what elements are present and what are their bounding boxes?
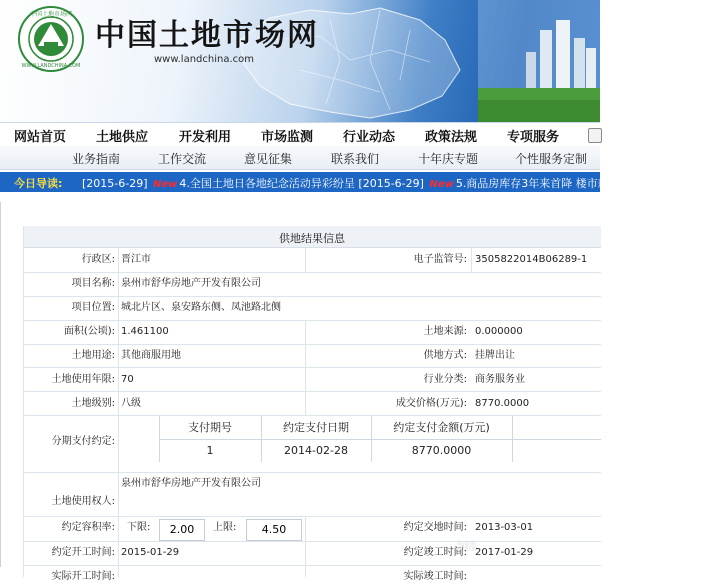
nav-development[interactable]: 开发利用 xyxy=(179,130,232,145)
price-label: 成交价格(万元): xyxy=(395,398,467,409)
nav-home[interactable]: 网站首页 xyxy=(14,130,67,145)
handover-value: 2013-03-01 xyxy=(475,522,534,533)
new-badge: New xyxy=(429,179,454,190)
content-frame xyxy=(0,202,600,582)
city-skyline-graphic xyxy=(478,0,600,122)
project-name-value: 泉州市舒华房地产开发有限公司 xyxy=(121,278,261,289)
ticker-date: [2015-6-29] xyxy=(82,177,148,190)
svg-text:WWW.LANDCHINA.COM: WWW.LANDCHINA.COM xyxy=(21,63,81,69)
location-value: 城北片区、泉安路东侧、凤池路北侧 xyxy=(121,302,281,313)
subnav-feedback[interactable]: 意见征集 xyxy=(244,152,293,166)
price-value: 8770.0000 xyxy=(475,398,530,409)
col-divider xyxy=(471,248,472,272)
industry-value: 商务服务业 xyxy=(475,374,525,385)
header-banner xyxy=(0,0,600,122)
nav-land-supply[interactable]: 土地供应 xyxy=(96,130,149,145)
ticker-label: 今日导读: xyxy=(14,177,63,190)
handover-label: 约定交地时间: xyxy=(403,522,467,533)
far-upper-value: 4.50 xyxy=(246,519,302,541)
years-label: 土地使用年限: xyxy=(51,374,115,385)
watermark: 365 xyxy=(456,540,477,553)
far-lower-value: 2.00 xyxy=(159,519,205,541)
use-label: 土地用途: xyxy=(71,350,115,361)
ticker-track xyxy=(82,175,711,191)
row-divider xyxy=(23,541,601,542)
record-title-row xyxy=(23,226,601,248)
installment-cell-amount: 8770.0000 xyxy=(411,444,472,457)
actual-start-label: 实际开工时间: xyxy=(51,571,115,582)
col-divider xyxy=(512,416,513,462)
site-url[interactable]: www.landchina.com xyxy=(154,54,255,65)
project-name-label: 项目名称: xyxy=(71,278,115,289)
row-divider xyxy=(23,391,601,392)
use-value: 其他商服用地 xyxy=(121,350,181,361)
supervision-value: 3505822014B06289-1 xyxy=(475,254,588,265)
industry-label: 行业分类: xyxy=(423,374,467,385)
far-lower-label: 下限: xyxy=(127,522,151,533)
installment-cell-period: 1 xyxy=(206,444,214,457)
col-divider xyxy=(305,516,306,577)
ticker-headline[interactable]: 4.全国土地日各地纪念活动异彩纷呈 xyxy=(179,177,355,190)
nav-policy[interactable]: 政策法规 xyxy=(425,130,478,145)
row-divider xyxy=(23,344,601,345)
col-divider xyxy=(305,248,306,272)
land-user-label: 土地使用权人: xyxy=(51,496,115,507)
supervision-label: 电子监管号: xyxy=(413,254,467,265)
content-area xyxy=(0,192,600,582)
start-label: 约定开工时间: xyxy=(51,547,115,558)
source-value: 0.000000 xyxy=(475,326,523,337)
far-upper-label: 上限: xyxy=(213,522,237,533)
installment-header-period: 支付期号 xyxy=(188,421,232,434)
row-divider xyxy=(23,320,601,321)
row-divider xyxy=(23,565,601,566)
location-label: 项目位置: xyxy=(71,302,115,313)
nav-industry-news[interactable]: 行业动态 xyxy=(343,130,396,145)
site-title: 中国土地市场网 xyxy=(95,18,319,53)
finish-label: 约定竣工时间: xyxy=(403,547,467,558)
row-divider xyxy=(23,472,601,473)
row-divider xyxy=(23,367,601,368)
nav-special-services[interactable]: 专项服务 xyxy=(507,130,560,145)
supply-label: 供地方式: xyxy=(423,350,467,361)
far-label: 约定容积率: xyxy=(61,522,115,533)
installment-table xyxy=(159,416,601,462)
nav-extra-box[interactable] xyxy=(588,128,602,143)
row-divider xyxy=(23,296,601,297)
sub-nav xyxy=(0,146,600,170)
district-value: 晋江市 xyxy=(121,254,151,265)
subnav-contact[interactable]: 联系我们 xyxy=(331,152,380,166)
record-title: 供地结果信息 xyxy=(279,232,345,245)
main-nav xyxy=(0,122,600,146)
subnav-guide[interactable]: 业务指南 xyxy=(72,152,121,166)
actual-finish-label: 实际竣工时间: xyxy=(403,571,467,582)
years-value: 70 xyxy=(121,374,134,385)
subnav-work-exchange[interactable]: 工作交流 xyxy=(158,152,207,166)
supply-value: 挂牌出让 xyxy=(475,350,515,361)
area-label: 面积(公顷): xyxy=(63,326,115,337)
row-divider xyxy=(23,272,601,273)
area-value: 1.461100 xyxy=(121,326,169,337)
installment-header-date: 约定支付日期 xyxy=(283,421,349,434)
installment-cell-date: 2014-02-28 xyxy=(284,444,348,457)
subnav-custom-service[interactable]: 个性服务定制 xyxy=(515,152,588,166)
row-divider xyxy=(23,516,601,517)
nav-market-monitor[interactable]: 市场监测 xyxy=(261,130,314,145)
finish-value: 2017-01-29 xyxy=(475,547,534,558)
installment-label: 分期支付约定: xyxy=(51,436,115,447)
svg-text:中国土地市场网: 中国土地市场网 xyxy=(29,11,73,18)
start-value: 2015-01-29 xyxy=(121,547,180,558)
ticker-headline[interactable]: 5.商品房库存3年来首降 楼市新政策开始显效 xyxy=(455,177,675,190)
subnav-anniversary[interactable]: 十年庆专题 xyxy=(418,152,479,166)
ticker-date: [2015-6-29] xyxy=(358,177,424,190)
new-badge: New xyxy=(153,179,178,190)
news-ticker xyxy=(0,172,711,192)
landchina-logo xyxy=(18,6,84,72)
ticker-date: [2015 xyxy=(678,177,711,190)
grade-value: 八级 xyxy=(121,398,141,409)
col-divider xyxy=(305,320,306,415)
installment-header-amount: 约定支付金额(万元) xyxy=(393,421,490,434)
district-label: 行政区: xyxy=(81,254,115,265)
grade-label: 土地级别: xyxy=(71,398,115,409)
land-user-value: 泉州市舒华房地产开发有限公司 xyxy=(121,478,261,489)
col-divider xyxy=(118,248,119,577)
source-label: 土地来源: xyxy=(423,326,467,337)
